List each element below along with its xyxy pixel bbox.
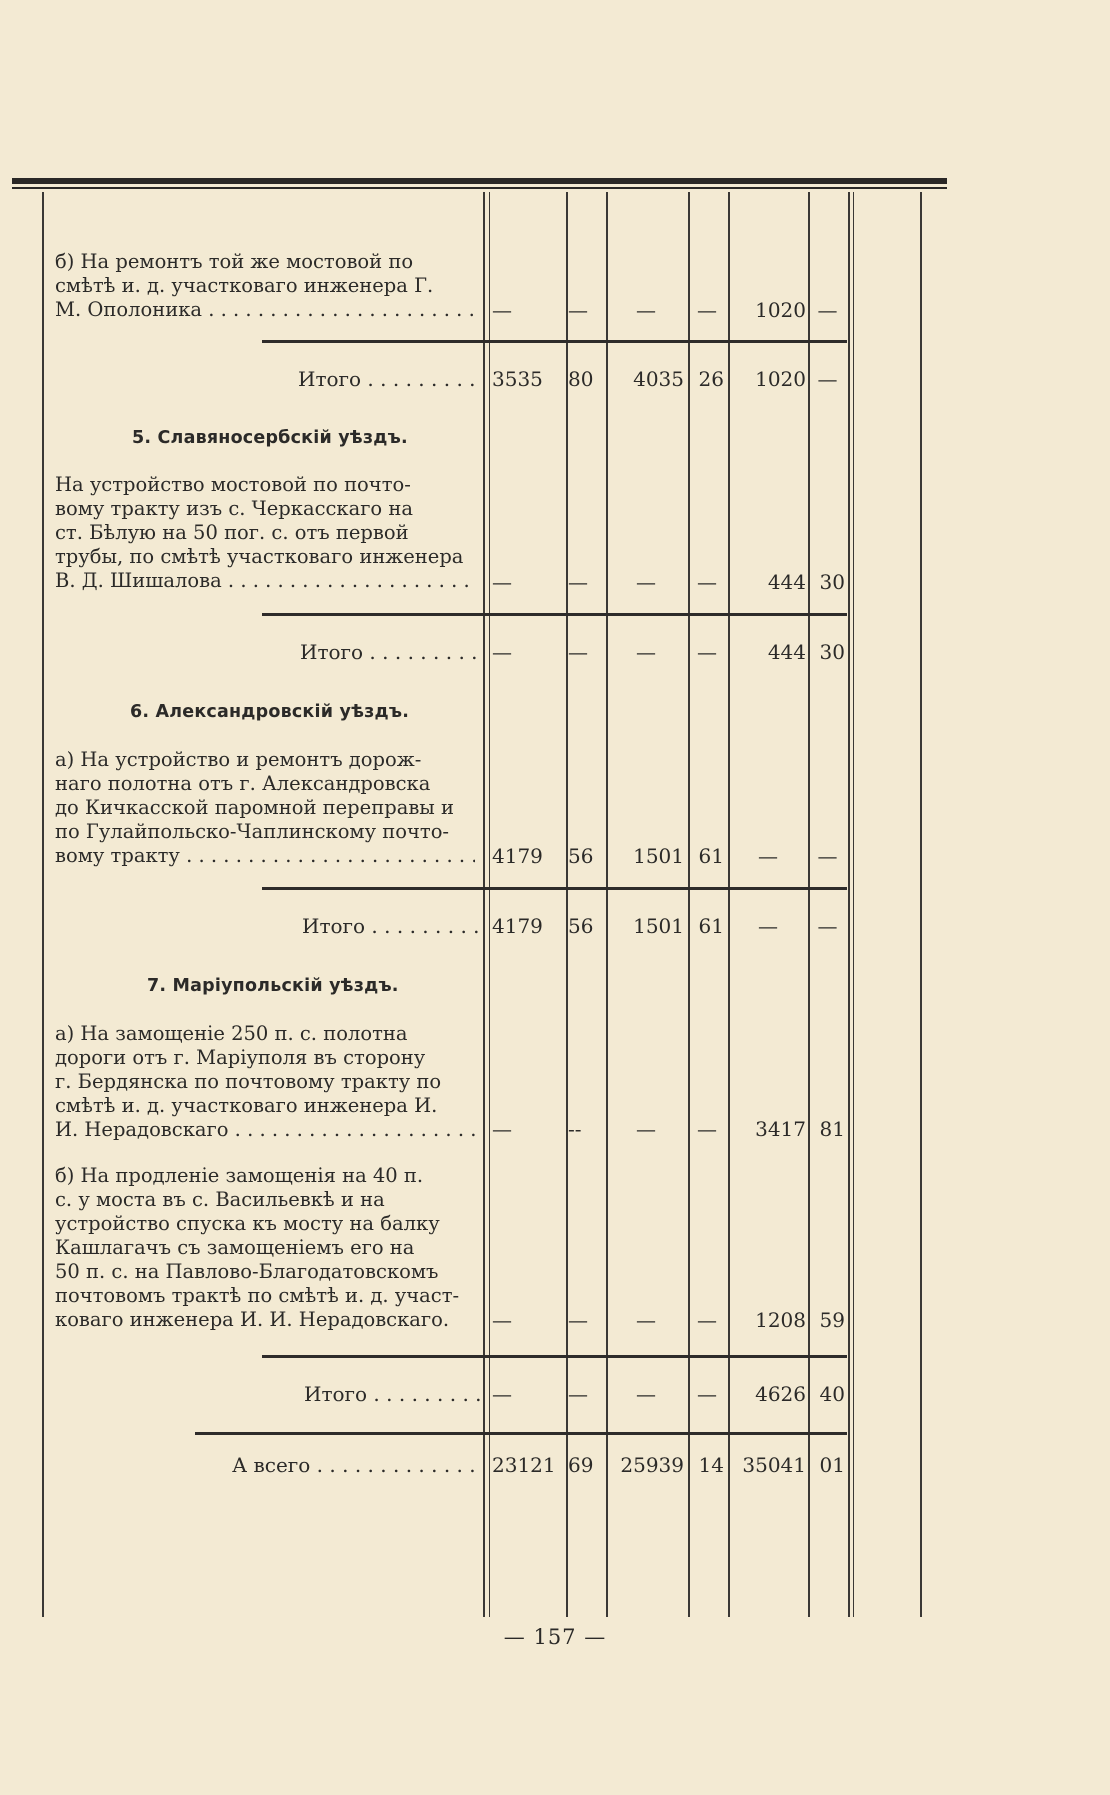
amount-cell: 4179 xyxy=(492,844,543,868)
amount-cell: — xyxy=(492,1117,512,1141)
section-heading: 5. Славяносербскій уѣздъ. xyxy=(132,428,408,448)
amount-cell: 40 xyxy=(819,1382,845,1406)
amount-cell: 4035 xyxy=(633,367,684,391)
amount-cell: 4179 xyxy=(492,914,543,938)
section-heading: 6. Александровскій уѣздъ. xyxy=(130,702,410,722)
amount-cell: — xyxy=(636,1382,656,1406)
amount-cell: 444 xyxy=(767,570,806,594)
amount-cell: — xyxy=(817,367,838,391)
sum-rule xyxy=(262,1355,847,1358)
amount-cell: 3417 xyxy=(755,1117,806,1141)
sum-rule xyxy=(262,340,847,343)
table-left-border xyxy=(42,192,44,1617)
entry-description: б) На ремонтъ той же мостовой по смѣтѣ и. д. участковаго инженера Г. М. Ополоника . . . xyxy=(55,250,475,322)
amount-cell: 14 xyxy=(698,1453,724,1477)
sum-rule xyxy=(262,887,847,890)
amount-cell: 3535 xyxy=(492,367,543,391)
amount-cell: 61 xyxy=(698,914,724,938)
amount-cell: — xyxy=(568,640,588,664)
amount-cell: 1501 xyxy=(633,844,684,868)
amount-cell: — xyxy=(817,844,838,868)
amount-cell: 30 xyxy=(819,640,845,664)
amount-cell: — xyxy=(817,914,838,938)
amount-cell: 1020 xyxy=(755,298,806,322)
entry-description: а) На замощеніе 250 п. с. полотна дороги отъ г. Маріуполя въ сторону г. Бердянска по почтовому тракту по смѣтѣ и. д. участковаго инженера И. И. Нерадовскаго . . . xyxy=(55,1022,475,1142)
amount-cell: — xyxy=(636,570,656,594)
column-divider xyxy=(489,192,490,1617)
amount-cell: 30 xyxy=(819,570,845,594)
amount-cell: — xyxy=(697,570,717,594)
amount-cell: 01 xyxy=(819,1453,845,1477)
grand-total-label: А всего . . . . . . . . . . . . . xyxy=(232,1453,476,1477)
sum-rule xyxy=(195,1432,847,1435)
page-number: — 157 — xyxy=(503,1625,607,1649)
amount-cell: 23121 xyxy=(492,1453,556,1477)
entry-description: б) На продленіе замощенія на 40 п. с. у моста въ с. Васильевкѣ и на устройство спуска къ мосту на балку Кашлагачъ съ замощеніемъ его на 50 п. с. на Павлово-Благодатовскомъ почтовомъ трактѣ по смѣтѣ и. д. участ- коваго инженера И. И. Нерадовскаго. xyxy=(55,1164,460,1331)
column-divider xyxy=(848,192,850,1617)
amount-cell: 1208 xyxy=(755,1308,806,1332)
amount-cell: — xyxy=(697,1117,717,1141)
amount-cell: — xyxy=(492,570,512,594)
amount-cell: 80 xyxy=(568,367,594,391)
itogo-label: Итого . . . . . . . . . xyxy=(304,1382,482,1406)
amount-cell: -- xyxy=(568,1117,582,1141)
amount-cell: 56 xyxy=(568,844,594,868)
amount-cell: 1020 xyxy=(755,367,806,391)
amount-cell: — xyxy=(568,570,588,594)
amount-cell: — xyxy=(817,298,838,322)
amount-cell: 1501 xyxy=(633,914,684,938)
amount-cell: — xyxy=(758,914,778,938)
amount-cell: 25939 xyxy=(620,1453,684,1477)
amount-cell: — xyxy=(492,298,512,322)
amount-cell: — xyxy=(492,640,512,664)
amount-cell: 35041 xyxy=(742,1453,806,1477)
amount-cell: — xyxy=(758,844,778,868)
amount-cell: — xyxy=(568,1308,588,1332)
sum-rule xyxy=(262,613,847,616)
amount-cell: 61 xyxy=(698,844,724,868)
table-right-border xyxy=(920,192,922,1617)
amount-cell: 81 xyxy=(819,1117,845,1141)
amount-cell: — xyxy=(636,1308,656,1332)
amount-cell: 4626 xyxy=(755,1382,806,1406)
itogo-label: Итого . . . . . . . . . xyxy=(300,640,478,664)
amount-cell: — xyxy=(636,298,656,322)
amount-cell: 56 xyxy=(568,914,594,938)
amount-cell: — xyxy=(492,1308,512,1332)
amount-cell: — xyxy=(636,1117,656,1141)
itogo-label: Итого . . . . . . . . . xyxy=(298,367,476,391)
amount-cell: — xyxy=(697,1308,717,1332)
amount-cell: 26 xyxy=(698,367,724,391)
column-divider xyxy=(483,192,485,1617)
entry-description: а) На устройство и ремонтъ дорож- наго полотна отъ г. Александровска до Кичкасской паромной переправы и по Гулайпольско-Чаплинскому почто- вому тракту . . . xyxy=(55,748,475,868)
amount-cell: 444 xyxy=(767,640,806,664)
itogo-label: Итого . . . . . . . . . xyxy=(302,914,480,938)
amount-cell: — xyxy=(636,640,656,664)
amount-cell: — xyxy=(697,1382,717,1406)
section-heading: 7. Маріупольскій уѣздъ. xyxy=(147,976,399,996)
amount-cell: — xyxy=(568,1382,588,1406)
top-rule-thin xyxy=(12,187,947,189)
amount-cell: — xyxy=(697,640,717,664)
column-divider xyxy=(853,192,854,1617)
top-rule-thick xyxy=(12,178,947,184)
amount-cell: — xyxy=(568,298,588,322)
amount-cell: 59 xyxy=(819,1308,845,1332)
entry-description: На устройство мостовой по почто- вому тракту изъ с. Черкасскаго на ст. Бѣлую на 50 пог. с. отъ первой трубы, по смѣтѣ участковаго инженера В. Д. Шишалова . . . xyxy=(55,473,475,593)
amount-cell: — xyxy=(492,1382,512,1406)
amount-cell: — xyxy=(697,298,717,322)
amount-cell: 69 xyxy=(568,1453,594,1477)
